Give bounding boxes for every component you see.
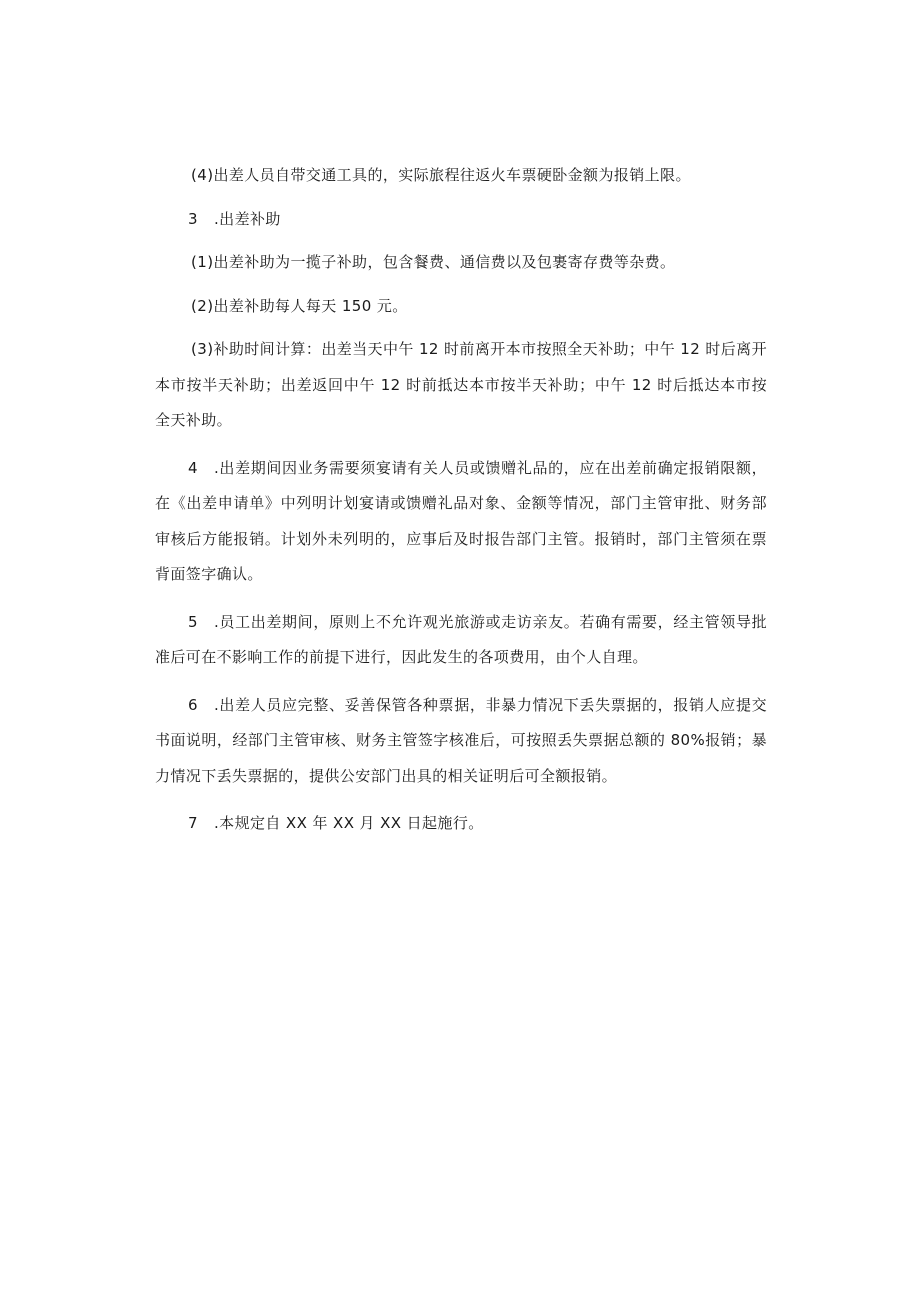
section-number: 6 (188, 695, 198, 714)
clause-text: (1)出差补助为一揽子补助，包含餐费、通信费以及包裹寄存费等杂费。 (191, 253, 676, 271)
section-7 (155, 806, 767, 842)
clause-text: (2)出差补助每人每天 150 元。 (191, 296, 408, 315)
section-3-heading (155, 202, 767, 238)
clause-text: (3)补助时间计算：出差当天中午 12 时前离开本市按照全天补助；中午 12 时后离开本市按半天补助；出差返回中午 12 时前抵达本市按半天补助；中午 12 时后抵达本市按全天补助。 (155, 340, 767, 429)
section-number: 3 (188, 209, 198, 228)
section-number: 7 (188, 814, 198, 832)
section-number: 4 (188, 458, 198, 477)
section-6 (155, 688, 767, 795)
clause-text: (4)出差人员自带交通工具的，实际旅程往返火车票硬卧金额为报销上限。 (191, 166, 691, 184)
clause-3-1 (155, 245, 767, 281)
section-4 (155, 451, 767, 593)
clause-3-3 (155, 332, 767, 439)
section-text: .出差人员应完整、妥善保管各种票据，非暴力情况下丢失票据的，报销人应提交书面说明，经部门主管审核、财务主管签字核准后，可按照丢失票据总额的 80%报销；暴力情况下丢失票据的，提供公安部门出具的相关证明后可全额报销。 (155, 695, 767, 785)
section-number: 5 (188, 612, 198, 631)
section-text: .本规定自 XX 年 XX 月 XX 日起施行。 (214, 814, 484, 832)
section-title: .出差补助 (214, 209, 281, 228)
document-body (155, 158, 767, 854)
section-5 (155, 605, 767, 676)
clause-4-4 (155, 158, 767, 194)
clause-3-2 (155, 289, 767, 325)
section-text: .出差期间因业务需要须宴请有关人员或馈赠礼品的，应在出差前确定报销限额，在《出差申请单》中列明计划宴请或馈赠礼品对象、金额等情况，部门主管审批、财务部审核后方能报销。计划外未列明的，应事后及时报告部门主管。报销时，部门主管须在票背面签字确认。 (155, 458, 767, 583)
section-text: .员工出差期间，原则上不允许观光旅游或走访亲友。若确有需要，经主管领导批准后可在不影响工作的前提下进行，因此发生的各项费用，由个人自理。 (155, 612, 767, 666)
